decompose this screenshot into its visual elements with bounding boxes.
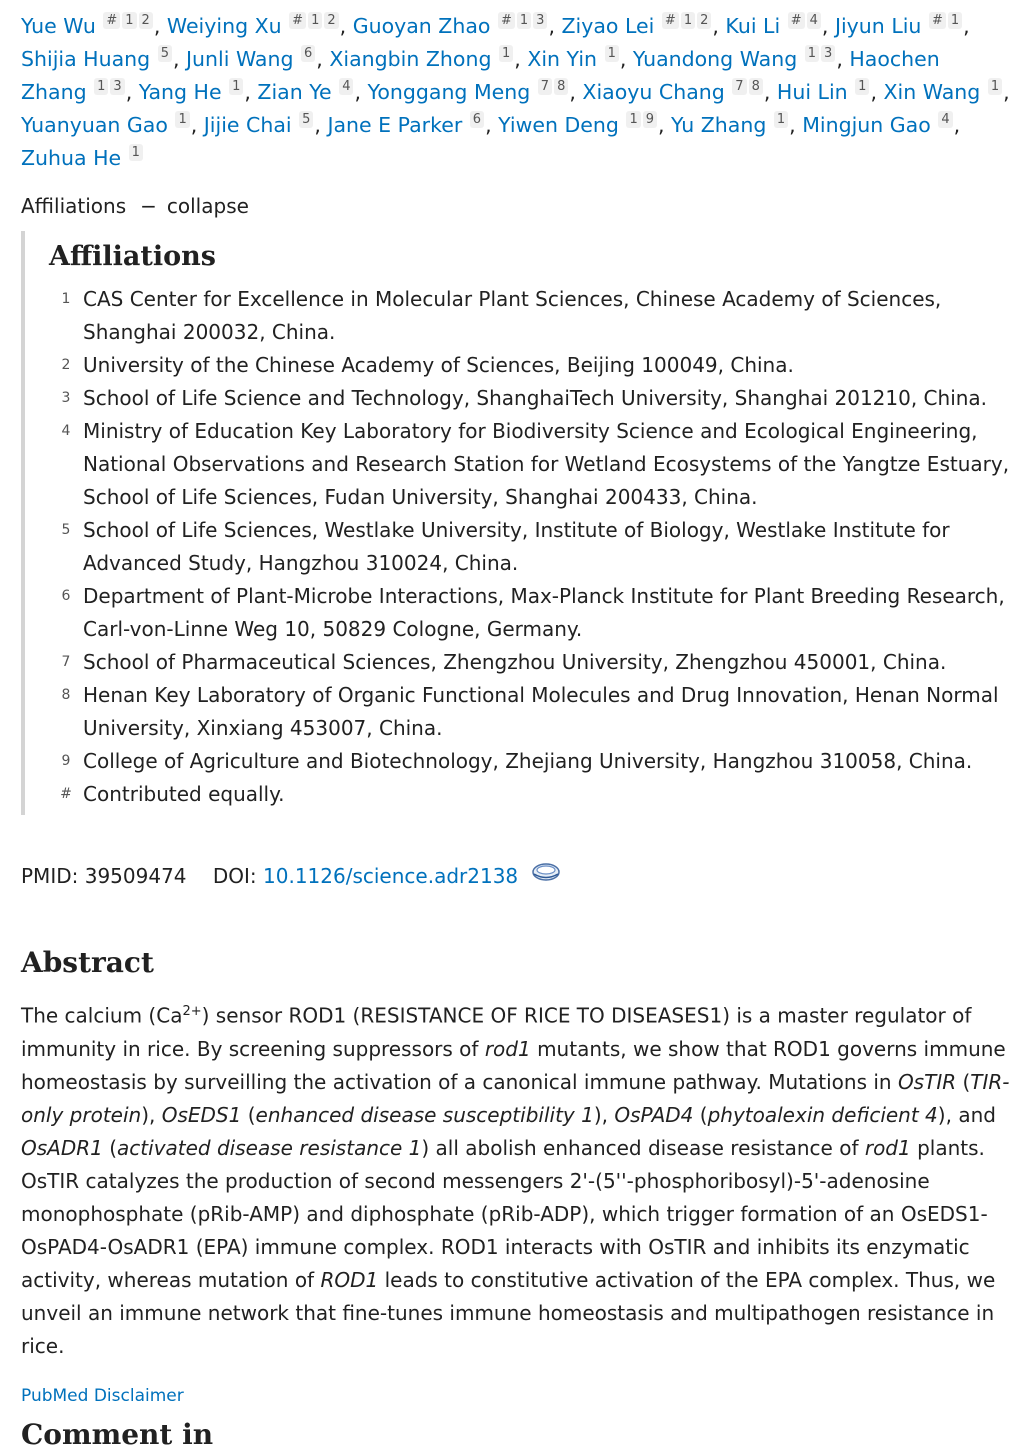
author-name-link[interactable]: Xiangbin Zhong: [329, 47, 492, 71]
affiliation-ref[interactable]: 5: [158, 45, 172, 62]
affiliation-key: 7: [61, 654, 71, 670]
abstract-gene-term: rod1: [864, 1135, 911, 1160]
comment-in-heading: Comment in: [21, 1418, 214, 1451]
affiliation-ref[interactable]: 1: [308, 12, 322, 29]
affiliation-item: [49, 679, 1011, 745]
affiliation-ref[interactable]: 1: [605, 45, 619, 62]
author-name-link[interactable]: Hui Lin: [776, 80, 848, 104]
author-item: [802, 113, 953, 137]
full-text-link-icon[interactable]: [531, 859, 561, 881]
affiliation-text: Contributed equally.: [83, 782, 285, 806]
author-name-link[interactable]: Mingjun Gao: [802, 113, 931, 137]
abstract-segment: ), and: [937, 1102, 996, 1127]
author-item: [21, 146, 144, 170]
affiliations-toggle[interactable]: [21, 189, 1011, 223]
affiliation-text: Department of Plant-Microbe Interactions, Max-Planck Institute for Plant Breeding Research, Carl-von-Linne Weg 10, 50829 Cologne, Germany.: [83, 584, 1005, 641]
abstract-gene-term: rod1: [484, 1036, 531, 1061]
affiliation-item: [49, 514, 1011, 580]
affiliation-item: [49, 415, 1011, 514]
affiliation-text: School of Life Science and Technology, ShanghaiTech University, Shanghai 201210, China.: [83, 386, 988, 410]
affiliation-ref[interactable]: 9: [643, 111, 657, 128]
abstract-text: [21, 995, 1011, 1363]
author-name-link[interactable]: Kui Li: [725, 14, 781, 38]
author-name-link[interactable]: Jijie Chai: [203, 113, 292, 137]
identifiers: [21, 859, 1011, 893]
collapse-label[interactable]: collapse: [166, 194, 249, 218]
abstract-segment: (: [102, 1135, 118, 1160]
affiliation-key: 4: [61, 423, 71, 439]
author-item: [327, 113, 485, 137]
affiliation-ref[interactable]: 3: [533, 12, 547, 29]
affiliation-key: #: [60, 786, 72, 802]
author-item: [633, 47, 836, 71]
affiliation-ref[interactable]: 1: [175, 111, 189, 128]
affiliation-ref[interactable]: 1: [988, 78, 1002, 95]
abstract-segment: ),: [593, 1102, 615, 1127]
author-name-link[interactable]: Junli Wang: [186, 47, 294, 71]
author-item: [498, 113, 658, 137]
affiliation-key: 8: [61, 687, 71, 703]
collapse-icon: −: [140, 194, 157, 218]
affiliation-ref[interactable]: #: [929, 12, 946, 29]
author-item: [368, 80, 570, 104]
author-name-link[interactable]: Yuanyuan Gao: [21, 113, 168, 137]
abstract-segment: The calcium (Ca: [21, 1003, 183, 1028]
author-item: [527, 47, 620, 71]
author-name-link[interactable]: Weiying Xu: [166, 14, 282, 38]
author-name-link[interactable]: Xin Wang: [883, 80, 981, 104]
doi-link[interactable]: 10.1126/science.adr2138: [263, 864, 519, 888]
affiliation-ref[interactable]: 1: [681, 12, 695, 29]
affiliations-list: [49, 283, 1011, 811]
affiliation-text: Henan Key Laboratory of Organic Functional Molecules and Drug Innovation, Henan Normal University, Xinxiang 453007, China.: [83, 683, 999, 740]
affiliation-key: 9: [61, 753, 71, 769]
author-name-link[interactable]: Yang He: [138, 80, 222, 104]
doi-label: DOI:: [212, 864, 257, 888]
affiliation-ref[interactable]: 1: [94, 78, 108, 95]
abstract-gene-term: phytoalexin deficient 4: [707, 1102, 938, 1127]
affiliations-toggle-label: Affiliations: [21, 194, 127, 218]
author-name-link[interactable]: Xiaoyu Chang: [582, 80, 725, 104]
affiliation-item: [49, 778, 1011, 811]
abstract-gene-term: TIR-only protein: [21, 1069, 1010, 1127]
affiliation-text: School of Life Sciences, Westlake University, Institute of Biology, Westlake Institute for Advanced Study, Hangzhou 310024, China.: [83, 518, 950, 575]
article-header: [21, 0, 1011, 1451]
affiliation-text: CAS Center for Excellence in Molecular Plant Sciences, Chinese Academy of Sciences, Shanghai 200032, China.: [83, 287, 942, 344]
affiliation-ref[interactable]: 4: [938, 111, 952, 128]
affiliation-ref[interactable]: #: [662, 12, 679, 29]
abstract-gene-term: activated disease resistance 1: [117, 1135, 422, 1160]
abstract-segment: mutants, we show that ROD1 governs immune homeostasis by surveilling the activation of a canonical immune pathway. Mutations in: [21, 1036, 1006, 1094]
abstract-segment: (: [693, 1102, 708, 1127]
affiliation-item: [49, 580, 1011, 646]
affiliation-ref[interactable]: 2: [697, 12, 711, 29]
abstract-gene-term: OsTIR: [897, 1069, 957, 1094]
affiliation-ref[interactable]: 7: [732, 78, 746, 95]
affiliation-item: [49, 382, 1011, 415]
author-name-link[interactable]: Haochen Zhang: [21, 47, 940, 104]
affiliation-ref[interactable]: 1: [774, 111, 788, 128]
author-item: [582, 80, 763, 104]
author-item: [671, 113, 789, 137]
disclaimer: [21, 1381, 1011, 1411]
author-name-link[interactable]: Yonggang Meng: [367, 80, 531, 104]
affiliation-ref[interactable]: 1: [805, 45, 819, 62]
abstract-gene-term: OsADR1: [21, 1135, 103, 1160]
abstract-segment: leads to constitutive activation of the EPA complex. Thus, we unveil an immune network that fine-tunes immune homeostasis and multipathogen resistance in rice.: [21, 1267, 996, 1358]
author-name-link[interactable]: Yuandong Wang: [632, 47, 798, 71]
author-item: [562, 14, 713, 38]
author-item: [21, 113, 191, 137]
author-name-link[interactable]: Jane E Parker: [327, 113, 463, 137]
affiliation-ref[interactable]: 1: [499, 45, 513, 62]
authors-list: Yue Wu # 1 2 , Weiying Xu # 1 2 , Guoyan Zhao # 1 3 , Ziyao Lei # 1 2 , Kui Li # 4 , Jiyun Liu # 1 , Shijia Huang 5 , Junli Wang 6 , Xiangbin Zhong 1 , Xin Yin 1 , Yuandong Wang 1 3 , Haochen Zhang 1 3 , Yang He 1 , Zian Ye 4 , Yonggang Meng 7 8 , Xiaoyu Chang 7 8 , Hui Lin 1 , Xin Wang 1 , Yuanyuan Gao 1 , Jijie Chai 5 , Jane E Parker 6 , Yiwen Deng 1 9 , Yu Zhang 1 , Mingjun Gao 4 , Zuhua He 1: [21, 13, 1010, 170]
affiliations-panel: [21, 231, 1011, 815]
affiliation-ref[interactable]: 6: [301, 45, 315, 62]
abstract-title: Abstract: [21, 946, 154, 979]
affiliation-key: 5: [61, 522, 71, 538]
abstract-gene-term: ROD1: [320, 1267, 379, 1292]
abstract-segment: (: [956, 1069, 971, 1094]
abstract-gene-term: OsPAD4: [614, 1102, 694, 1127]
author-name-link[interactable]: Jiyun Liu: [834, 14, 922, 38]
author-item: [167, 14, 340, 38]
author-name-link[interactable]: Yue Wu: [21, 14, 96, 38]
affiliation-ref[interactable]: #: [289, 12, 306, 29]
author-name-link[interactable]: Shijia Huang: [21, 47, 151, 71]
author-name-link[interactable]: Yiwen Deng: [498, 113, 619, 137]
author-item: [777, 80, 871, 104]
author-name-link[interactable]: Ziyao Lei: [561, 14, 655, 38]
affiliation-item: [49, 745, 1011, 778]
affiliation-key: 6: [61, 588, 71, 604]
author-item: [353, 14, 549, 38]
author-item: [139, 80, 245, 104]
pubmed-disclaimer-link[interactable]: PubMed Disclaimer: [21, 1385, 184, 1406]
affiliation-ref[interactable]: 4: [339, 78, 353, 95]
affiliation-item: [49, 283, 1011, 349]
abstract-gene-term: OsEDS1: [161, 1102, 242, 1127]
affiliation-key: 2: [61, 357, 71, 373]
affiliation-ref[interactable]: 1: [626, 111, 640, 128]
author-name-link[interactable]: Zian Ye: [257, 80, 332, 104]
pmid-value: 39509474: [84, 864, 187, 888]
affiliation-ref[interactable]: 2: [139, 12, 153, 29]
affiliation-ref[interactable]: #: [788, 12, 805, 29]
affiliation-ref[interactable]: 1: [948, 12, 962, 29]
author-name-link[interactable]: Guoyan Zhao: [352, 14, 491, 38]
author-item: [21, 14, 154, 38]
abstract-segment: ) sensor ROD1 (RESISTANCE OF RICE TO DISEASES1) is a master regulator of immunity in rice. By screening suppressors of: [21, 1003, 972, 1061]
abstract-segment: ),: [141, 1102, 162, 1127]
affiliation-ref[interactable]: 8: [749, 78, 763, 95]
author-item: [186, 47, 316, 71]
author-item: [835, 14, 963, 38]
affiliation-ref[interactable]: 1: [855, 78, 869, 95]
affiliation-ref[interactable]: #: [103, 12, 120, 29]
affiliation-key: 1: [61, 291, 71, 307]
abstract-segment: plants. OsTIR catalyzes the production of second messengers 2'-(5''-phosphoribosyl)-5'-adenosine monophosphate (pRib-AMP) and diphosphate (pRib-ADP), which trigger formation of an OsEDS1-OsPAD4-OsADR1 (EPA) immune complex. ROD1 interacts with OsTIR and inhibits its enzymatic activity, whereas mutation of: [21, 1135, 988, 1292]
affiliations-title: Affiliations: [49, 241, 216, 272]
affiliation-text: School of Pharmaceutical Sciences, Zhengzhou University, Zhengzhou 450001, China.: [83, 650, 947, 674]
author-item: [204, 113, 315, 137]
affiliation-ref[interactable]: 6: [470, 111, 484, 128]
author-item: [725, 14, 821, 38]
affiliation-ref[interactable]: 8: [554, 78, 568, 95]
abstract-segment: ) all abolish enhanced disease resistance of: [421, 1135, 865, 1160]
affiliation-key: 3: [61, 390, 71, 406]
affiliation-ref[interactable]: 1: [122, 12, 136, 29]
abstract-gene-term: enhanced disease susceptibility 1: [255, 1102, 594, 1127]
author-item: [884, 80, 1004, 104]
abstract-segment: (: [241, 1102, 256, 1127]
author-name-link[interactable]: Xin Yin: [527, 47, 598, 71]
affiliation-text: College of Agriculture and Biotechnology, Zhejiang University, Hangzhou 310058, China.: [83, 749, 973, 773]
affiliation-text: Ministry of Education Key Laboratory for Biodiversity Science and Ecological Engineering, National Observations and Research Station for Wetland Ecosystems of the Yangtze Estuary, School of Life Sciences, Fudan University, Shanghai 200433, China.: [83, 419, 1010, 509]
author-name-link[interactable]: Zuhua He: [21, 146, 122, 170]
affiliation-ref[interactable]: 1: [129, 144, 143, 161]
pmid-label: PMID:: [21, 864, 79, 888]
author-name-link[interactable]: Yu Zhang: [671, 113, 767, 137]
affiliation-ref[interactable]: 1: [517, 12, 531, 29]
affiliation-ref[interactable]: 3: [110, 78, 124, 95]
affiliation-ref[interactable]: 3: [821, 45, 835, 62]
affiliation-text: University of the Chinese Academy of Sciences, Beijing 100049, China.: [83, 353, 794, 377]
author-item: [257, 80, 354, 104]
affiliation-item: [49, 349, 1011, 382]
affiliation-ref[interactable]: 2: [324, 12, 338, 29]
affiliation-ref[interactable]: #: [498, 12, 515, 29]
author-item: [329, 47, 514, 71]
affiliation-ref[interactable]: 7: [538, 78, 552, 95]
affiliation-item: [49, 646, 1011, 679]
affiliation-ref[interactable]: 1: [229, 78, 243, 95]
affiliation-ref[interactable]: 4: [807, 12, 821, 29]
abstract-segment: 2+: [182, 1004, 202, 1019]
author-item: [21, 47, 173, 71]
affiliation-ref[interactable]: 5: [299, 111, 313, 128]
